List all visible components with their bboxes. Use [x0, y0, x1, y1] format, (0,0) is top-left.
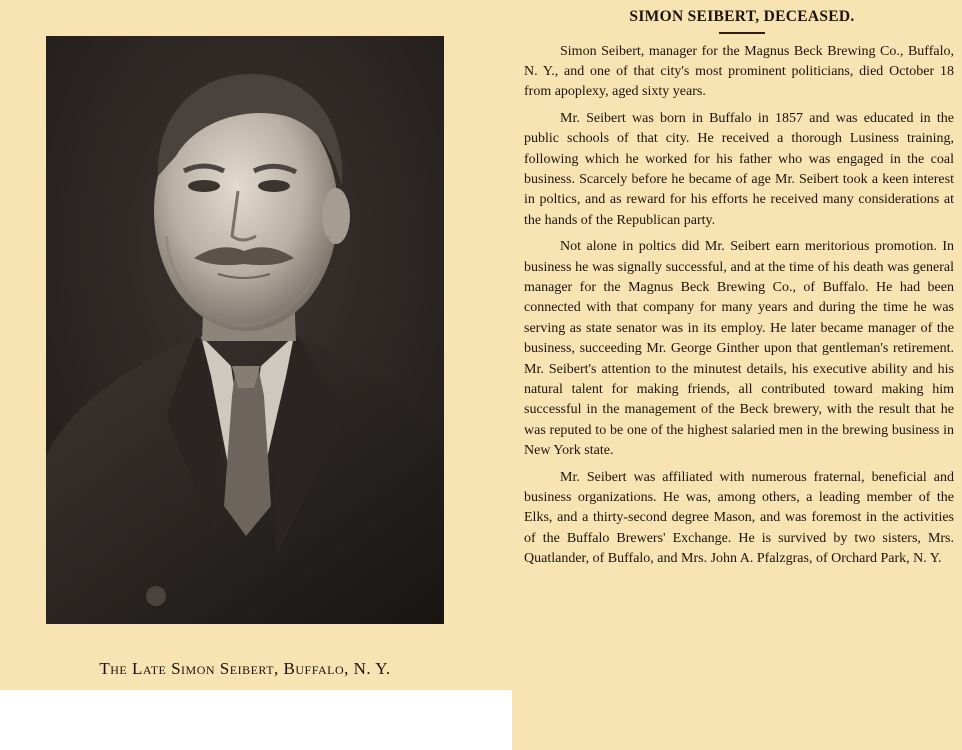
article-paragraph: Not alone in poltics did Mr. Seibert earn meritorious promotion. In business he was signally successful, and at the time of his death was general manager for the Magnus Beck Brewing Co., of Buffalo. He had been connected with that company for many years and during the time he was serving as state senator was in its employ. He later became manager of the business, succeeding Mr. George Ginther upon that gentleman's retirement. Mr. Seibert's attention to the minutest details, his executive ability and his natural talent for making friends, all contributed toward making him successful in the management of the Beck brewery, with the result that he was reputed to be one of the highest salaried men in the brewing business in New York state.: [524, 239, 954, 459]
headline-rule: [719, 32, 765, 34]
article-headline: SIMON SEIBERT, DECEASED.: [629, 8, 855, 25]
obituary-article: [524, 8, 954, 576]
photo-caption: The Late Simon Seibert, Buffalo, N. Y.: [99, 659, 391, 678]
article-paragraph: Mr. Seibert was affiliated with numerous fraternal, beneficial and business organizations. He was, among others, a leading member of the Elks, and a thirty-second degree Mason, and was foremost in the activities of the Buffalo Brewers' Exchange. He is survived by two sisters, Mrs. Quatlander, of Buffalo, and Mrs. John A. Pfalzgras, of Orchard Park, N. Y.: [524, 469, 954, 567]
page-margin: [0, 690, 512, 750]
portrait-illustration: [46, 36, 444, 624]
article-paragraph: Mr. Seibert was born in Buffalo in 1857 and was educated in the public schools of that city. He received a thorough Lusiness training, following which he worked for his father who was engaged in the coal business. Scarcely before he became of age Mr. Seibert took a keen interest in poltics, and as reward for his efforts he received many considerations at the hands of the Republican party.: [524, 110, 954, 228]
article-paragraph: Simon Seibert, manager for the Magnus Beck Brewing Co., Buffalo, N. Y., and one of that city's most prominent politicians, died October 18 from apoplexy, aged sixty years.: [524, 43, 954, 100]
portrait-photo: [46, 36, 444, 624]
